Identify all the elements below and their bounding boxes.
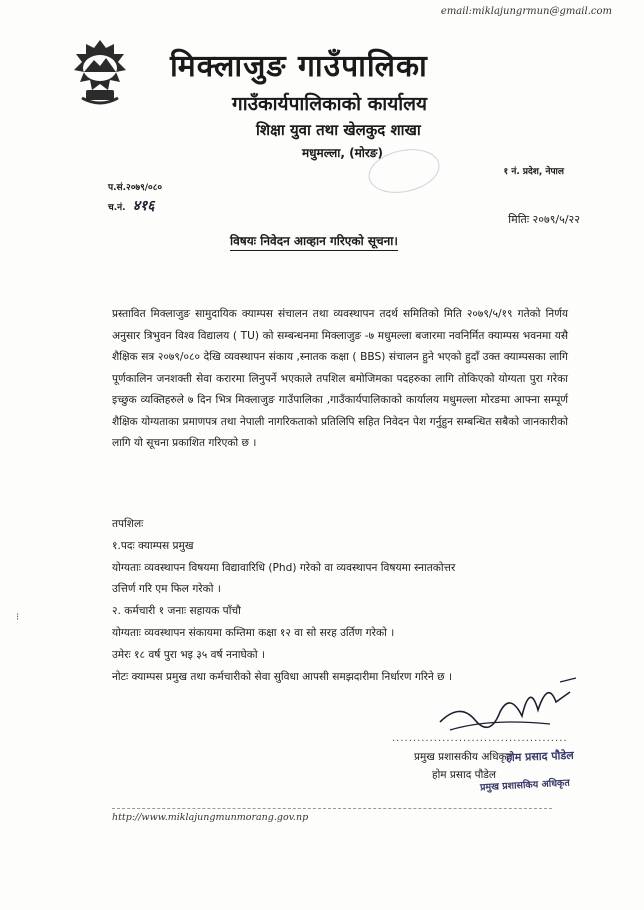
seal-title: प्रमुख प्रशासकिय अधिकृत	[479, 777, 571, 794]
note: नोटः क्याम्पस प्रमुख तथा कर्मचारीको सेवा सुविधा आपसी समझदारीमा निर्धारण गरिने छ ।	[112, 670, 452, 683]
post-1-qualification-line-1: योग्यताः व्यवस्थापन विषयमा विद्यावारिधि (Phd) गरेको वा व्यवस्थापन विषयमा स्नातकोत्तर	[112, 561, 456, 574]
footer-divider	[112, 808, 552, 809]
subject-line: विषयः निवेदन आव्हान गरिएको सूचना।	[230, 232, 398, 251]
dispatch-label: च.नं.	[108, 203, 126, 213]
municipality-name: मिक्लाजुङ गाउँपालिका	[170, 49, 428, 84]
nepal-government-emblem-icon	[68, 38, 132, 108]
dispatch-value: ४१६	[132, 198, 155, 214]
notice-body: प्रस्तावित मिक्लाजुङ सामुदायिक क्याम्पस संचालन तथा व्यवस्थापन तदर्थ समितिको मिति २०७९/५/१९ गतेको निर्णय अनुसार त्रिभुवन विश्व विद्यालय ( TU) को सम्बन्धनमा मिक्लाजुङ -७ मधुमल्ला बजारमा नवनिर्मित क्याम्पस भवनमा यसै शैक्षिक सत्र २०७९/०८० देखि व्यवस्थापन संकाय ,स्नातक कक्षा ( BBS) संचालन हुने भएको हुदाँ उक्त क्याम्पसका लागि पूर्णकालिन जनशक्ती सेवा करारमा लिनुपर्ने भएकाले तपशिल बमोजिमका पदहरुका लागि तोकिएको योग्यता पुरा गरेका इच्छुक व्यक्तिहरुले ७ दिन भित्र मिक्लाजुङ गाउँपालिका ,गाउँकार्यपालिकाको कार्यालय मधुमल्ला मोरङमा आफ्ना सम्पूर्ण शैक्षिक योग्यताका प्रमाणपत्र तथा नेपाली नागरिकताको प्रतिलिपि सहित निवेदन पेश गर्नुहुन सम्बन्धित सबैको जानकारीको लागि यो सूचना प्रकाशित गरिएको छ ।	[112, 308, 568, 449]
office-location: मधुमल्ला, (मोरङ)	[302, 146, 383, 160]
province-label: १ नं. प्रदेश, नेपाल	[503, 167, 564, 177]
dispatch-number	[108, 196, 155, 215]
details-list	[112, 514, 572, 688]
age-requirement: उमेरः १८ वर्ष पुरा भइ ३५ वर्ष ननाघेको ।	[112, 648, 266, 661]
office-name: गाउँकार्यपालिकाको कार्यालय	[232, 93, 428, 115]
seal-name: होम प्रसाद पौडेल	[505, 748, 574, 765]
handwritten-signature	[430, 672, 580, 742]
signatory-title: प्रमुख प्रशासकीय अधिकृत	[414, 751, 513, 763]
email-address: email:miklajungrmun@gmail.com	[440, 6, 612, 17]
signatory-name: होम प्रसाद पौडेल	[432, 769, 497, 781]
branch-name: शिक्षा युवा तथा खेलकुद शाखा	[256, 121, 421, 139]
signature-line: ..........................................	[392, 733, 568, 744]
letter-date: मितिः २०७९/५/२२	[508, 213, 580, 226]
margin-mark: ⁝	[16, 612, 20, 623]
website-url: http://www.miklajungmunmorang.gov.np	[112, 812, 309, 823]
post-2-title: २. कर्मचारी १ जनाः सहायक पाँचौ	[112, 605, 241, 618]
post-2-qualification: योग्यताः व्यवस्थापन संकायमा कम्तिमा कक्षा १२ वा सो सरह उर्तिण गरेको ।	[112, 626, 395, 639]
post-1-qualification-line-2: उत्तिर्ण गरि एम फिल गरेको ।	[112, 583, 221, 596]
details-heading: तपशिलः	[112, 518, 144, 530]
post-1-title: १.पदः क्याम्पस प्रमुख	[112, 539, 194, 552]
reference-number: प.सं.२०७९/०८०	[108, 183, 163, 193]
